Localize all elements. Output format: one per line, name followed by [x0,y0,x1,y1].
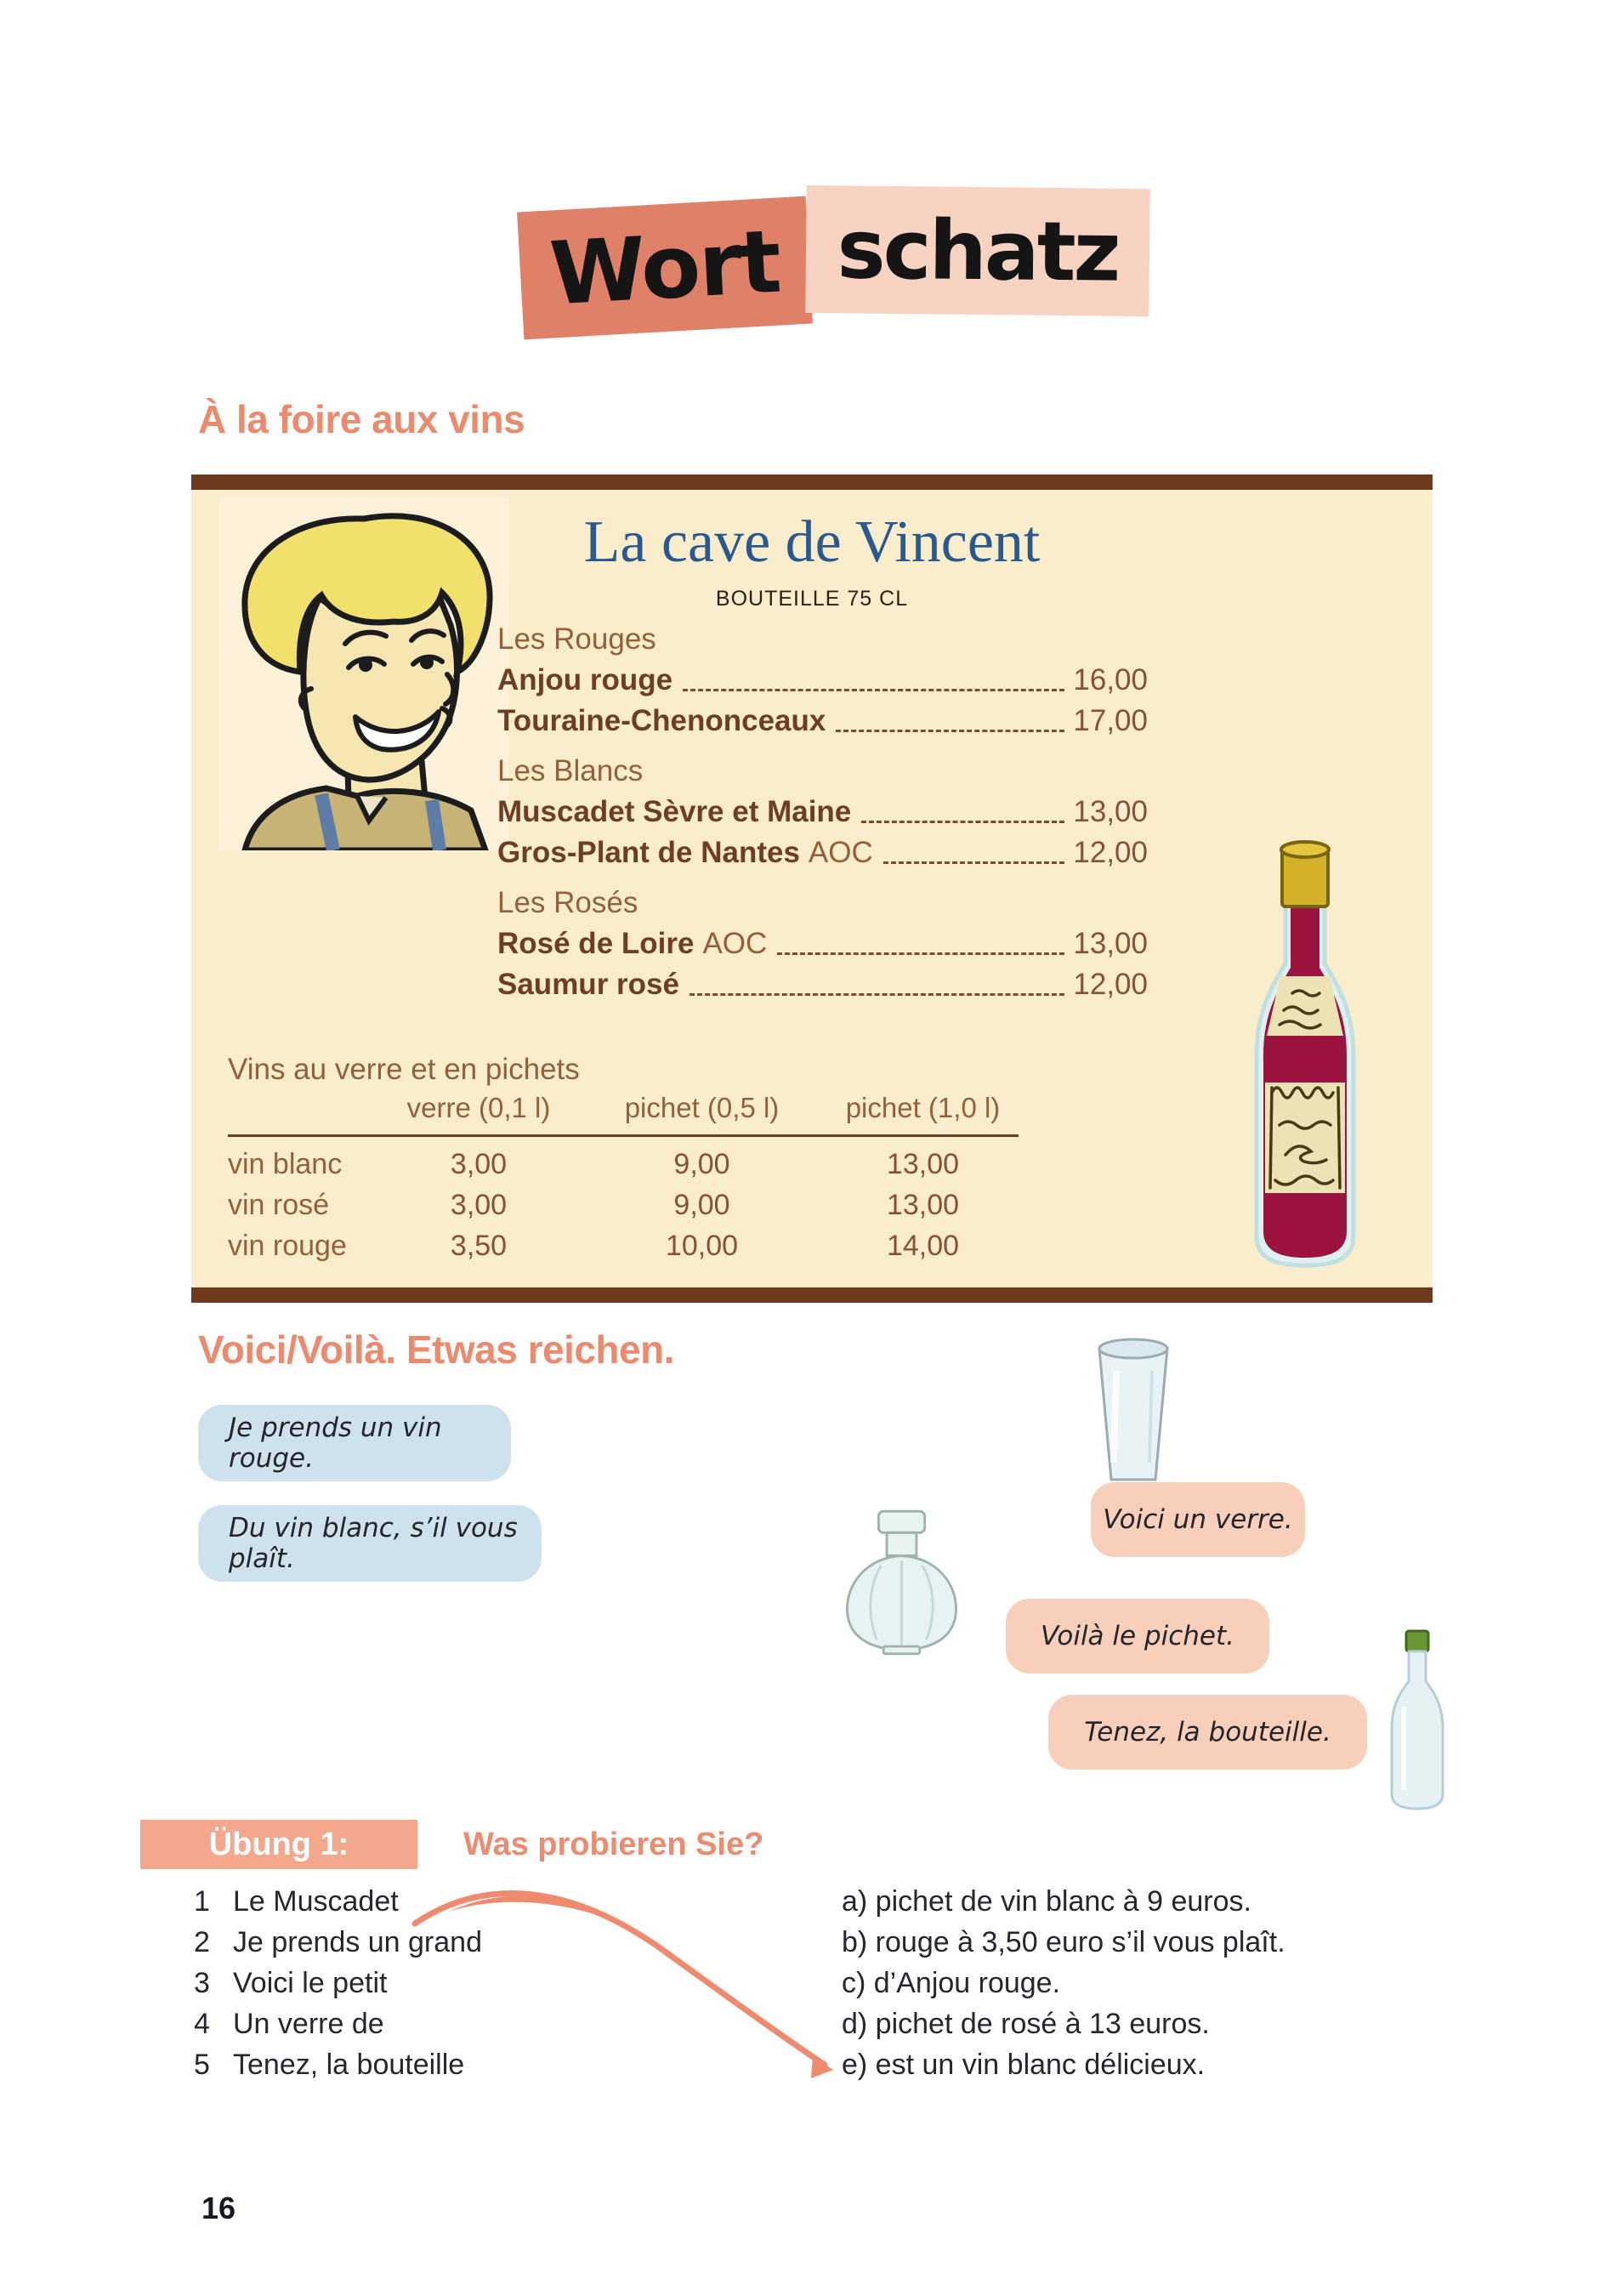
wine-price: 13,00 [1073,795,1148,828]
item-text: Le Muscadet [233,1885,399,1918]
column-header: verre (0,1 l) [381,1092,576,1137]
menu-subtitle: BOUTEILLE 75 CL [715,587,909,611]
wine-appellation: AOC [808,836,873,869]
dotted-leader [689,993,1064,996]
speech-bubble-blue [198,1505,542,1582]
item-number: 2 [194,1926,210,1958]
menu-top-rule [191,475,1433,490]
wine-section-header: Les Rosés [497,886,638,919]
bubble-text: Voilà le pichet. [1040,1621,1235,1651]
logo-wort-text: Wort [547,211,783,325]
logo-schatz-text: schatz [836,202,1120,300]
section-title-foire-aux-vins: À la foire aux vins [198,397,525,441]
table-cell: 10,00 [665,1230,739,1262]
wine-by-glass-table [228,1092,1019,1266]
exercise-answer: b) rouge à 3,50 euro s’il vous plaît. [842,1926,1285,1958]
page-number: 16 [201,2191,236,2225]
wine-price-list [497,619,1148,1005]
exercise-answer: e) est un vin blanc délicieux. [842,2049,1206,2081]
wortschatz-logo [520,185,1149,343]
speech-bubble-pink [1048,1695,1367,1770]
wine-price: 16,00 [1073,663,1148,696]
exercise-right-column [842,1881,1285,2085]
bubble-text: Tenez, la bouteille. [1084,1717,1331,1748]
wine-item-row [497,833,1148,873]
exercise-answer: d) pichet de rosé à 13 euros. [842,2008,1210,2040]
table-cell: 3,00 [450,1189,508,1221]
table-cell: 9,00 [673,1189,730,1221]
bottle-illustration [1383,1628,1451,1811]
row-label: vin rouge [228,1230,347,1262]
exercise-answer: c) d’Anjou rouge. [842,1967,1061,1999]
section-title-voici-voila: Voici/Voilà. Etwas reichen. [198,1327,674,1372]
table-cell: 3,00 [450,1148,508,1180]
wine-bottle-illustration [1233,836,1377,1282]
exercise-label: Übung 1: [208,1826,349,1862]
speech-bubble-pink [1091,1482,1305,1557]
exercise-question: Was probieren Sie? [463,1827,764,1862]
item-number: 4 [194,2008,210,2040]
menu-bottom-rule [191,1287,1433,1303]
pichet-illustration [836,1508,968,1657]
wine-price: 12,00 [1073,968,1148,1001]
speech-bubble-blue [198,1405,511,1481]
column-header: pichet (1,0 l) [827,1092,1019,1137]
item-number: 5 [194,2049,210,2081]
table-cell: 9,00 [673,1148,730,1180]
row-label: vin rosé [228,1189,330,1221]
wine-name: Saumur rosé [497,968,679,1001]
bubble-text: Du vin blanc, s’il vous plaît. [229,1513,518,1574]
match-arrow [406,1871,857,2083]
wine-price: 13,00 [1073,927,1148,960]
wine-menu-card [191,475,1433,1303]
exercise-label-box [140,1820,417,1869]
wine-name: Anjou rouge [497,663,673,696]
glass-illustration [1091,1335,1176,1488]
item-number: 3 [194,1967,210,1999]
exercise-answer: a) pichet de vin blanc à 9 euros. [842,1885,1251,1918]
wine-price: 17,00 [1073,704,1148,737]
dotted-leader [777,952,1064,955]
table-cell: 13,00 [886,1189,960,1221]
wine-item-row [497,701,1148,742]
wine-name: Rosé de Loire [497,927,695,960]
wine-item-row [497,660,1148,701]
item-number: 1 [194,1885,210,1918]
item-text: Je prends un grand [233,1926,482,1958]
wine-name: Gros-Plant de Nantes [497,836,800,869]
bubble-text: Je prends un vin rouge. [229,1412,442,1474]
row-label: vin blanc [228,1148,343,1180]
wine-name: Muscadet Sèvre et Maine [497,795,852,828]
bubble-text: Voici un verre. [1103,1504,1293,1535]
column-header: pichet (0,5 l) [576,1092,827,1137]
item-text: Voici le petit [233,1967,388,1999]
item-text: Tenez, la bouteille [233,2049,465,2081]
table-title: Vins au verre et en pichets [228,1053,580,1086]
wine-item-row [497,792,1148,833]
wine-price: 12,00 [1073,836,1148,869]
dotted-leader [683,689,1064,691]
wine-section-header: Les Rouges [497,622,656,656]
table-cell: 3,50 [450,1230,508,1262]
dotted-leader [836,730,1064,732]
item-text: Un verre de [233,2008,384,2040]
dotted-leader [883,861,1065,864]
menu-title: La cave de Vincent [583,509,1041,575]
table-cell: 13,00 [886,1148,960,1180]
wine-name: Touraine-Chenonceaux [497,704,826,737]
wine-item-row [497,964,1148,1005]
speech-bubble-pink [1006,1599,1269,1674]
table-corner [228,1092,381,1137]
wine-section-header: Les Blancs [497,754,644,787]
dotted-leader [861,821,1064,823]
logo-schatz-box [805,185,1150,316]
table-cell: 14,00 [886,1230,960,1262]
wine-appellation: AOC [702,927,768,960]
wine-item-row [497,924,1148,964]
logo-wort-box [517,196,813,340]
